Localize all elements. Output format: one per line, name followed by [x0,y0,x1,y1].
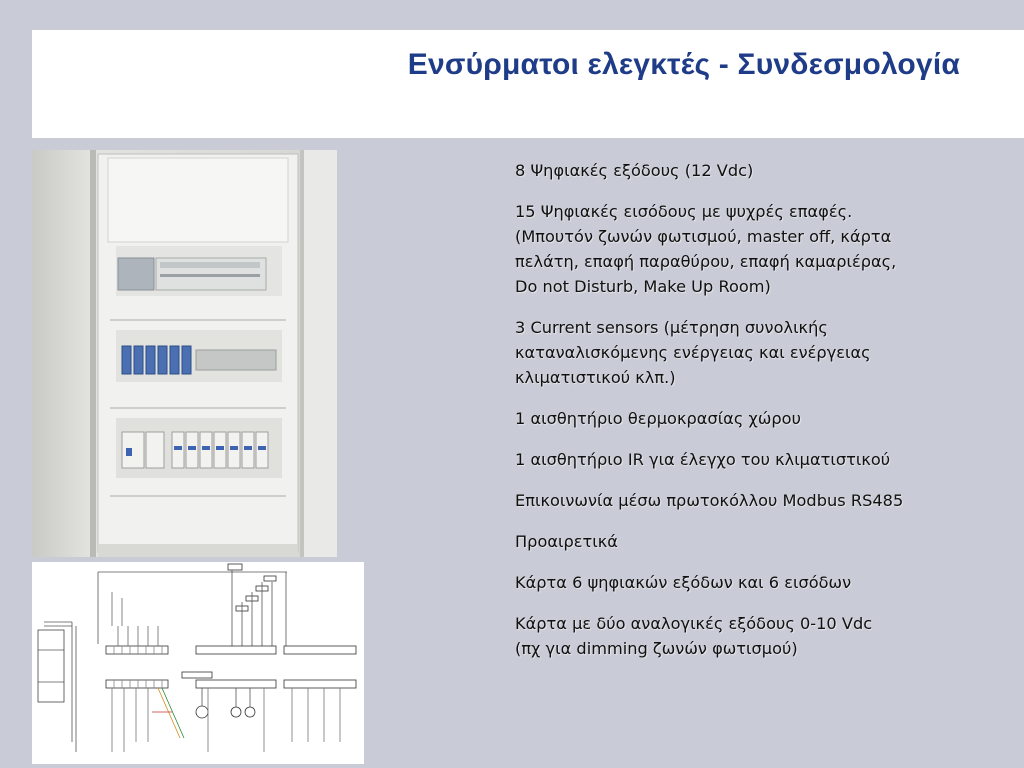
wiring-schematic [32,562,364,764]
bullet-item: 1 αισθητήριο IR για έλεγχο του κλιματιστικού [515,450,891,469]
bullet-item: 3 Current sensors (μέτρηση συνολικής καταναλισκόμενης ενέργειας και ενέργειας κλιματιστικού κλπ.) [515,318,871,387]
title-band [32,30,1024,138]
bullet-item: Προαιρετικά [515,532,618,551]
bullet-item: 15 Ψηφιακές εισόδους με ψυχρές επαφές. (Μπουτόν ζωνών φωτισμού, master off, κάρτα πελάτη, επαφή παραθύρου, επαφή καμαριέρας, Do not Disturb, Make Up Room) [515,202,897,296]
bullet-item: 8 Ψηφιακές εξόδους (12 Vdc) [515,161,754,180]
slide-title: Ενσύρματοι ελεγκτές - Συνδεσμολογία [407,48,960,81]
bullet-item: Κάρτα 6 ψηφιακών εξόδων και 6 εισόδων [515,573,852,592]
bullet-item: Κάρτα με δύο αναλογικές εξόδους 0-10 Vdc (πχ για dimming ζωνών φωτισμού) [515,614,873,658]
electrical-panel-photo [32,150,337,557]
bullet-list [515,158,995,677]
bullet-item: 1 αισθητήριο θερμοκρασίας χώρου [515,409,801,428]
bullet-item: Επικοινωνία μέσω πρωτοκόλλου Modbus RS485 [515,491,904,510]
